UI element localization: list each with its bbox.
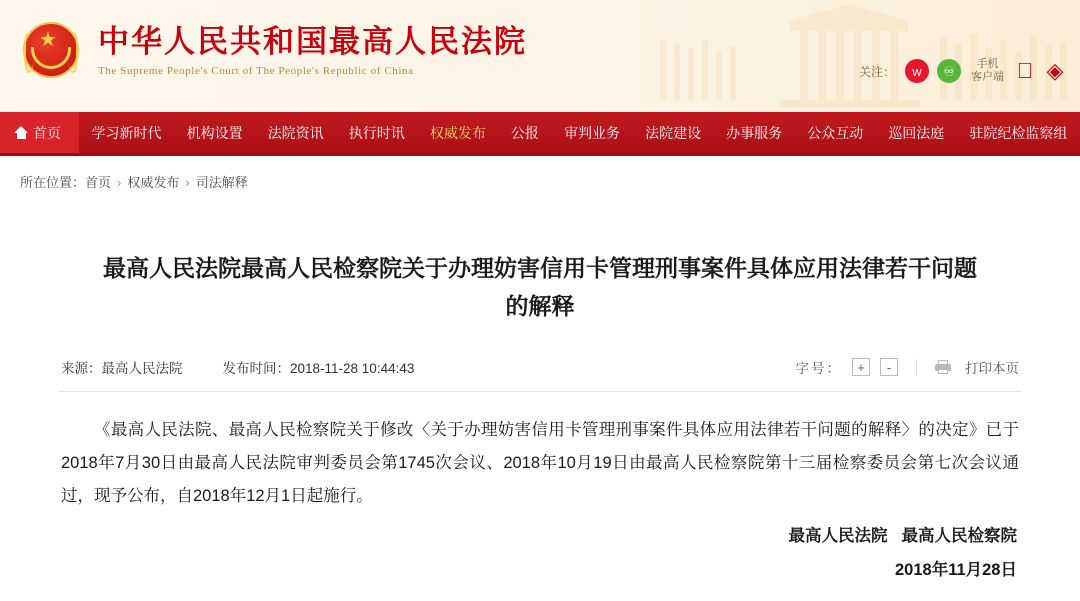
site-header [0, 0, 1080, 112]
signature-org-2: 最高人民检察院 [901, 527, 1017, 545]
breadcrumb-item-sifajieshi[interactable]: 司法解释 [195, 175, 248, 190]
breadcrumb-separator-2: › [185, 175, 190, 190]
nav-item-xunhuifating[interactable]: 巡回法庭 [888, 124, 945, 141]
breadcrumb-item-quanweifabu[interactable]: 权威发布 [127, 175, 180, 190]
signature-date: 2018年11月28日 [894, 561, 1017, 579]
main-navigation [0, 112, 1080, 156]
weibo-icon[interactable]: w [905, 59, 929, 83]
nav-item-quanweifabu[interactable]: 权威发布 [429, 124, 486, 141]
fontsize-decrease-button[interactable]: - [880, 358, 898, 376]
nav-item-shenpanyewu[interactable]: 审判业务 [564, 124, 620, 141]
article-signature [59, 519, 1021, 587]
home-icon [14, 126, 28, 139]
android-icon[interactable]: ◈ [1046, 58, 1064, 83]
nav-item-jigoushezhi[interactable]: 机构设置 [186, 124, 243, 141]
printer-icon [935, 360, 951, 374]
nav-item-xuexixinshidai[interactable]: 学习新时代 [91, 124, 162, 141]
nav-item-gongzhonghudong[interactable]: 公众互动 [807, 124, 864, 141]
site-title-block [98, 23, 527, 77]
nav-item-home-label: 首页 [33, 124, 61, 141]
mobile-client-label-line1: 手机 [976, 58, 999, 70]
article-body [59, 392, 1021, 513]
fontsize-label: 字号： [795, 361, 842, 376]
nav-item-banshifuwu[interactable]: 办事服务 [726, 124, 783, 141]
nav-item-zhuyuanjijianjianchazu[interactable]: 驻院纪检监察组 [969, 124, 1068, 141]
fontsize-increase-button[interactable]: + [852, 358, 870, 376]
article-source: 来源：最高人民法院 [61, 361, 183, 376]
signature-org-1: 最高人民法院 [788, 527, 888, 545]
apple-icon[interactable] [1014, 59, 1036, 83]
article-paragraph-1: 《最高人民法院、最高人民检察院关于修改〈关于办理妨害信用卡管理刑事案件具体应用法律若干问题的解释〉的决定》已于2018年7月30日由最高人民法院审判委员会第1745次会议、2018年10月19日由最高人民检察院第十三届检察委员会第七次会议通过，现予公布，自2018年12月1日起施行。 [61, 421, 1019, 505]
follow-bar [859, 58, 1066, 84]
article [59, 201, 1021, 597]
nav-item-zhixingshixun[interactable]: 执行时讯 [348, 124, 405, 141]
breadcrumb [0, 156, 1080, 201]
nav-item-fayuanzixun[interactable]: 法院资讯 [267, 124, 324, 141]
signature-organizations [59, 519, 1017, 553]
article-meta-right [796, 357, 1020, 377]
nav-item-gongbao[interactable]: 公报 [510, 124, 539, 141]
site-title-cn: 中华人民共和国最高人民法院 [98, 24, 527, 59]
article-meta [59, 351, 1021, 392]
mobile-client-label [971, 58, 1004, 84]
nav-list [79, 112, 1080, 153]
breadcrumb-prefix: 所在位置： [20, 175, 86, 190]
national-emblem-icon: ★ [20, 19, 82, 81]
nav-item-fayuanjianshe[interactable]: 法院建设 [645, 124, 702, 141]
nav-item-home[interactable] [0, 112, 79, 153]
article-publish-time: 发布时间：2018-11-28 10:44:43 [222, 361, 415, 376]
follow-label: 关注： [858, 64, 895, 79]
site-title-en: The Supreme People's Court of The People's Republic of China [98, 65, 414, 77]
wechat-icon[interactable]: ♾ [937, 59, 961, 83]
breadcrumb-separator-1: › [117, 175, 122, 190]
breadcrumb-item-home[interactable]: 首页 [85, 175, 112, 190]
page-title: 最高人民法院最高人民检察院关于办理妨害信用卡管理刑事案件具体应用法律若干问题的解释 [103, 255, 977, 319]
mobile-client-label-line2: 客户端 [971, 71, 1004, 83]
article-meta-left [61, 357, 414, 377]
meta-divider [916, 359, 917, 375]
print-page-button[interactable]: 打印本页 [965, 361, 1019, 376]
